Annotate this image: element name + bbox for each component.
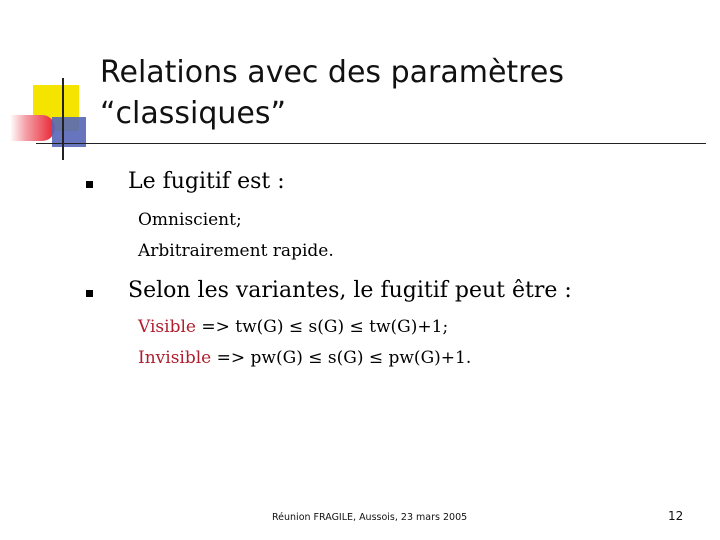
keyword-invisible: Invisible: [138, 348, 212, 368]
footer-text: Réunion FRAGILE, Aussois, 23 mars 2005: [272, 512, 468, 523]
bullet-square-icon: [86, 290, 93, 297]
formula-visible: => tw(G) ≤ s(G) ≤ tw(G)+1;: [195, 317, 449, 337]
title-underline: [36, 143, 706, 144]
page-number: 12: [668, 509, 684, 523]
keyword-visible: Visible: [138, 317, 196, 337]
bullet-square-icon: [86, 181, 93, 188]
logo-red-bar: [10, 115, 55, 141]
sub-item-rapide: Arbitrairement rapide.: [138, 241, 334, 261]
bullet-2-text: Selon les variantes, le fugitif peut être :: [128, 278, 572, 303]
sub-item-visible: [138, 317, 448, 337]
formula-invisible: => pw(G) ≤ s(G) ≤ pw(G)+1.: [211, 348, 472, 368]
slide-title-line-1: Relations avec des paramètres: [100, 55, 564, 90]
sub-item-omniscient: Omniscient;: [138, 210, 242, 230]
logo-vertical-line: [62, 78, 64, 160]
sub-item-invisible: [138, 348, 471, 368]
bullet-1-text: Le fugitif est :: [128, 169, 285, 194]
slide-title: [100, 52, 700, 134]
slide-title-line-2: “classiques”: [100, 96, 287, 131]
